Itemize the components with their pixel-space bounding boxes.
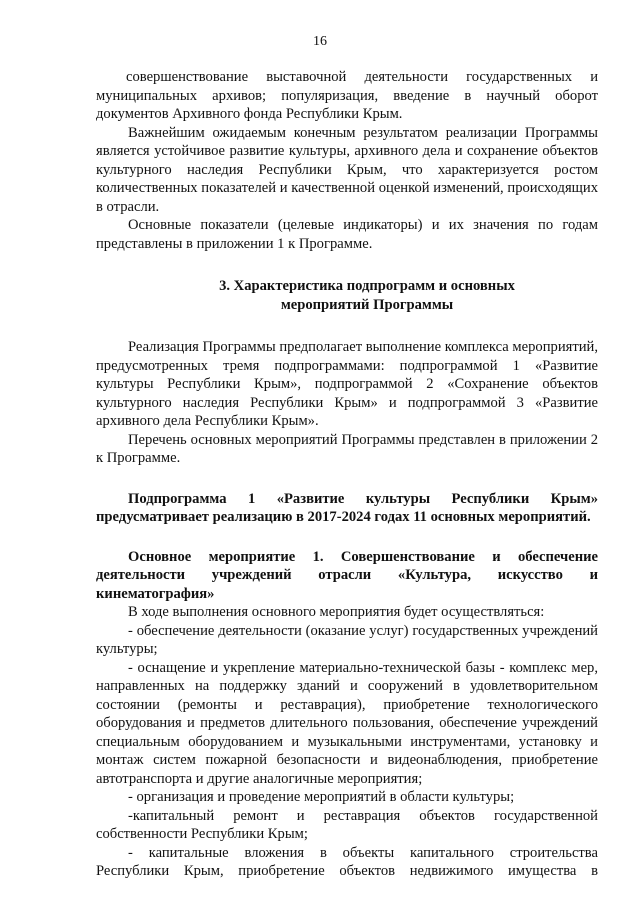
subprogram-1-description: Подпрограмма 1 «Развитие культуры Республики Крым» предусматривает реализацию в 2017-2024 годах 11 основных мероприятий.	[96, 490, 598, 525]
page-number: 16	[313, 34, 327, 49]
list-item-cultural-events: - организация и проведение мероприятий в области культуры;	[128, 789, 515, 805]
paragraph-indicators: Основные показатели (целевые индикаторы) и их значения по годам представлены в приложении 1 к Программе.	[96, 217, 598, 252]
list-item-capital-investment: - капитальные вложения в объекты капитального строительства Республики Крым, приобретение объектов недвижимого имущества в	[96, 844, 598, 879]
section-title-line2: мероприятий Программы	[280, 296, 454, 313]
list-item-capital-repair: -капитальный ремонт и реставрация объектов государственной собственности Республики Крым;	[96, 807, 598, 842]
main-event-1-title: Основное мероприятие 1. Совершенствование и обеспечение деятельности учреждений отрасли «Культура, искусство и кинематография»	[96, 548, 598, 602]
paragraph-archives-exhibition: совершенствование выставочной деятельности государственных и муниципальных архивов; популяризация, введение в научный оборот документов Архивного фонда Республики Крым.	[96, 69, 598, 122]
main-event-intro: В ходе выполнения основного мероприятия будет осуществляться:	[128, 604, 545, 620]
list-item-operations: - обеспечение деятельности (оказание услуг) государственных учреждений культуры;	[96, 622, 598, 657]
paragraph-program-implementation: Реализация Программы предполагает выполнение комплекса мероприятий, предусмотренных тремя подпрограммами: подпрограммой 1 «Развитие культуры Республики Крым», подпрограммой 2 «Сохранение объектов культурного наследия Республики Крым» и подпрограммой 3 «Развитие архивного дела Республики Крым».	[96, 339, 598, 429]
document-body	[96, 68, 598, 881]
section-title-line1: 3. Характеристика подпрограмм и основных	[219, 278, 515, 294]
list-item-equipment: - оснащение и укрепление материально-технической базы - комплекс мер, направленных на поддержку зданий и сооружений в удовлетворительном состоянии (ремонты и реставрация), приобретение технологического оборудования и предметов длительного пользования, обеспечение учреждений специальным оборудованием и музыкальными инструментами, установку и монтаж систем пожарной безопасности и видеонаблюдения, приобретение автотранспорта и другие аналогичные мероприятия;	[96, 659, 598, 787]
paragraph-expected-result: Важнейшим ожидаемым конечным результатом реализации Программы является устойчивое развитие культуры, архивного дела и сохранение объектов культурного наследия Республики Крым, что характеризуется ростом количественных показателей и качественной оценкой изменений, происходящих в отрасли.	[96, 124, 598, 215]
paragraph-events-list-reference: Перечень основных мероприятий Программы представлен в приложении 2 к Программе.	[96, 431, 598, 466]
